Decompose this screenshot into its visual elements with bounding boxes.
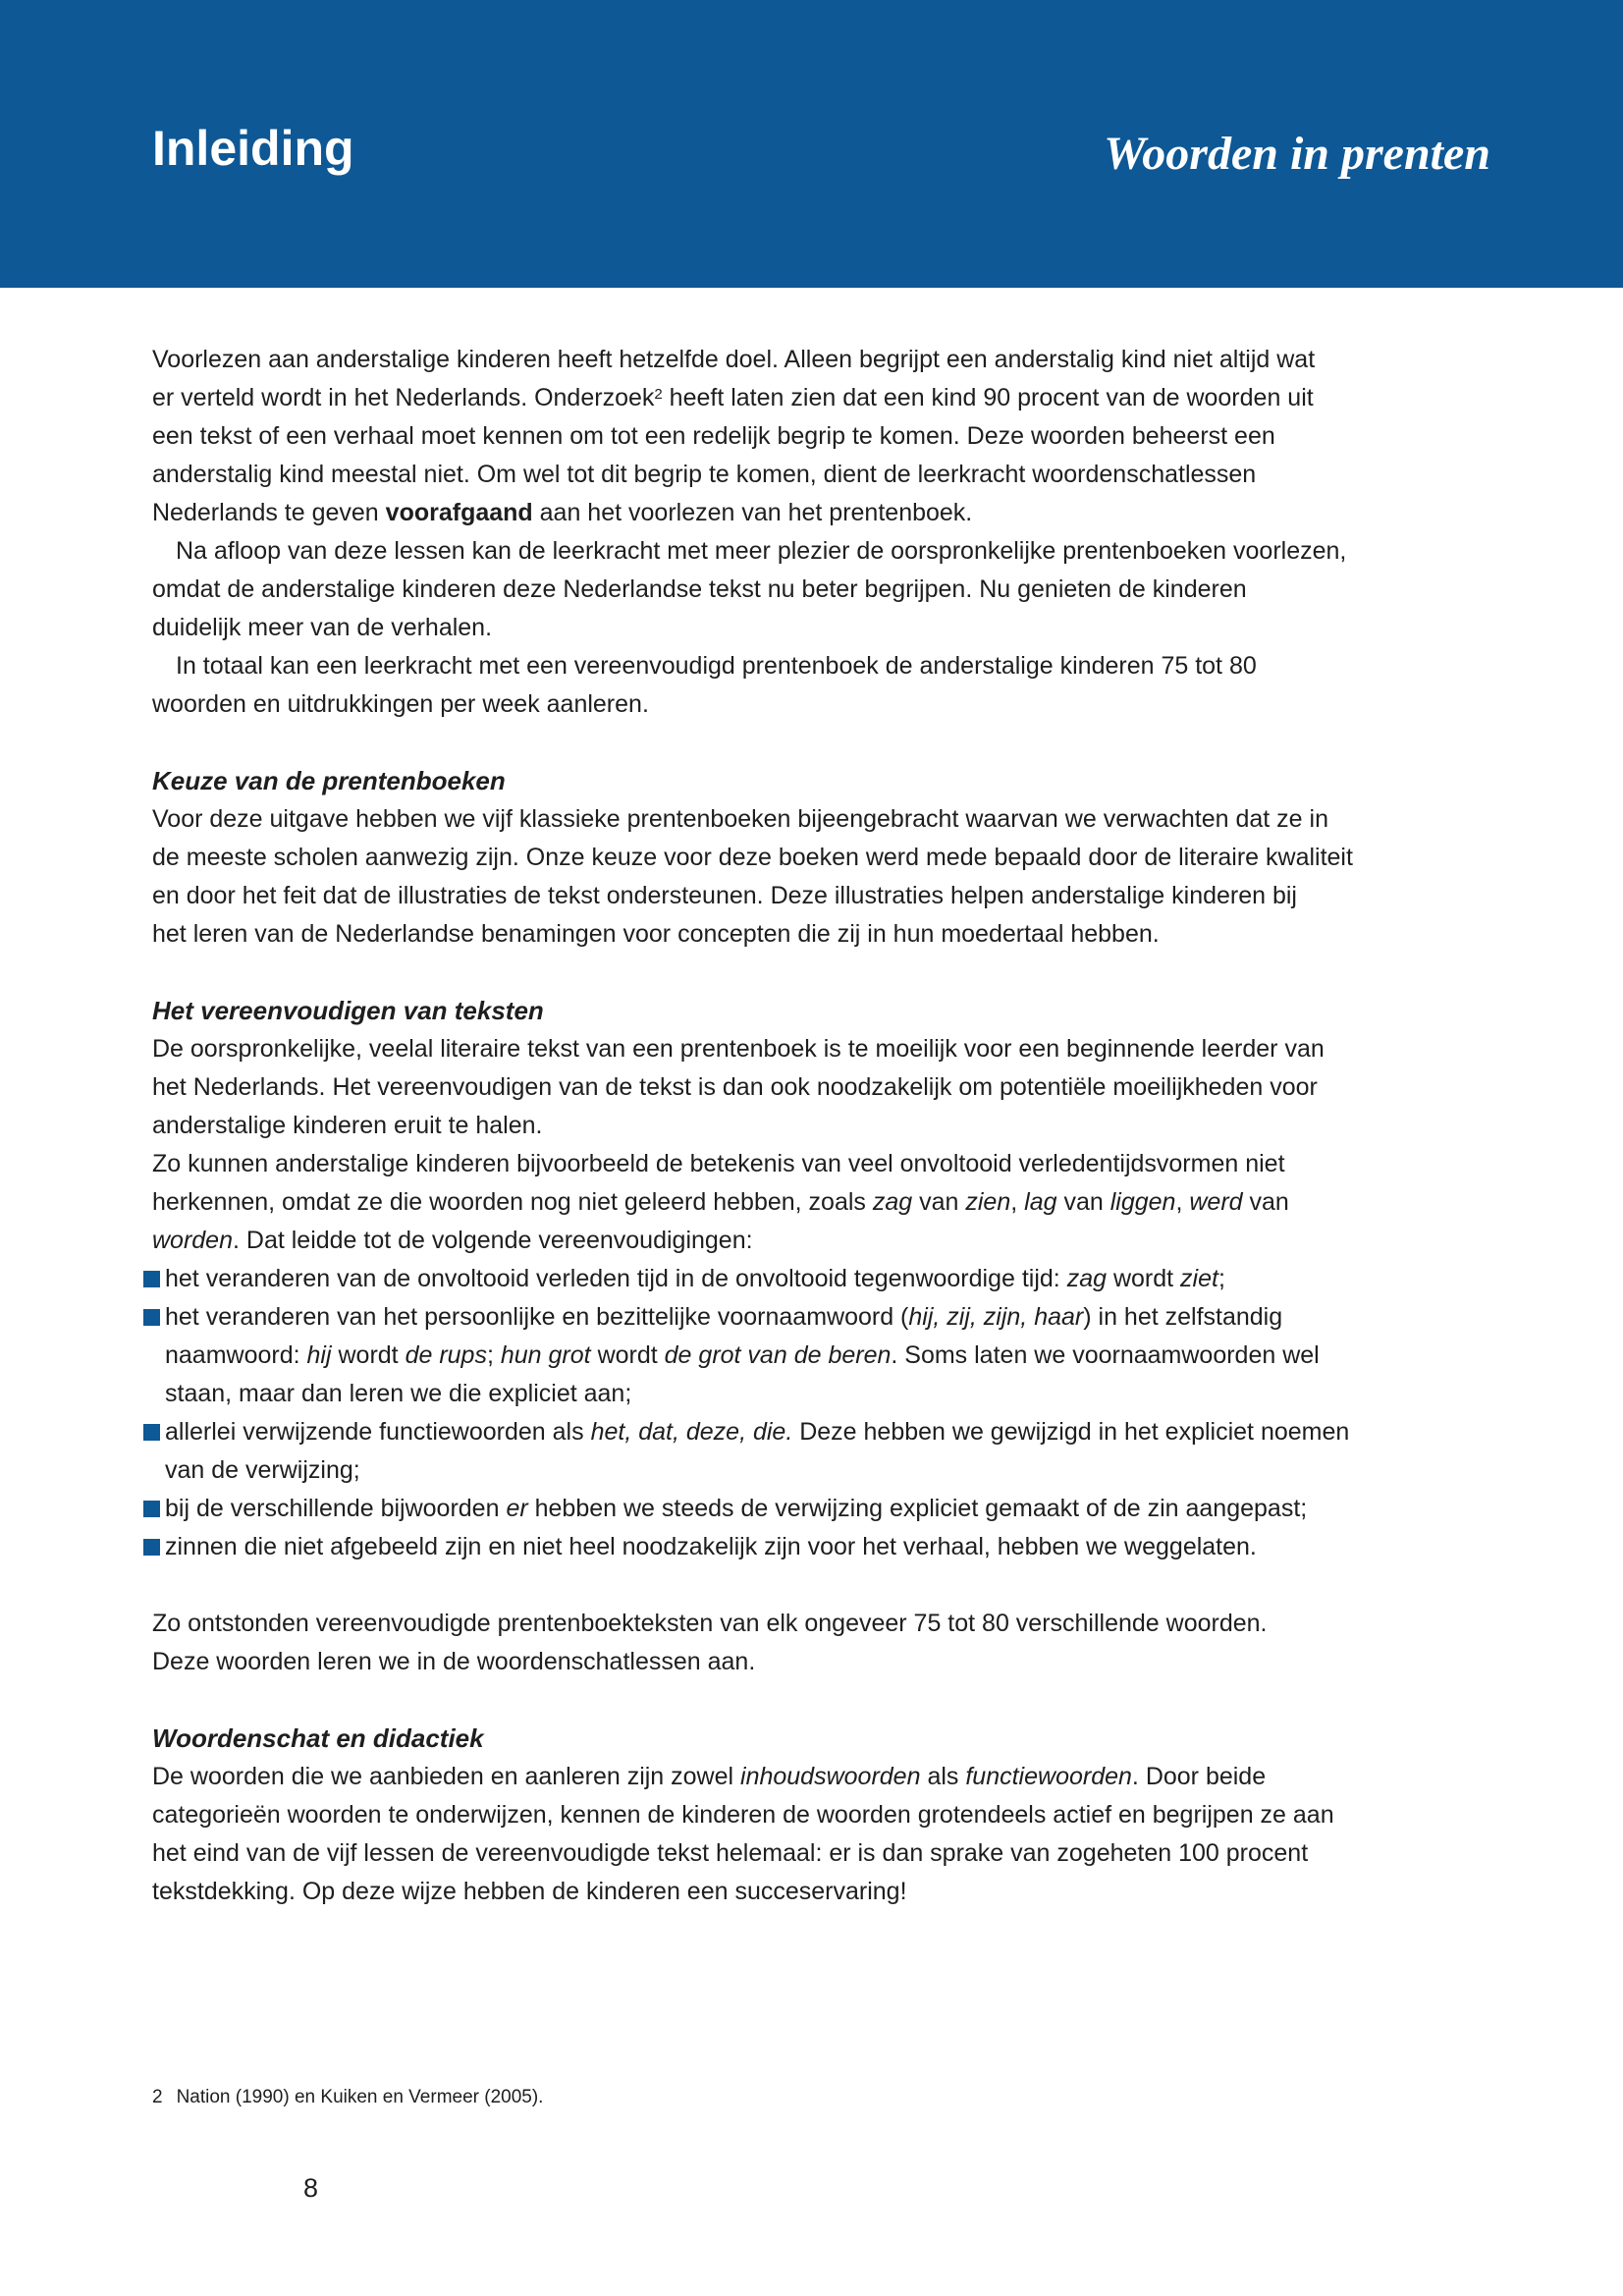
text-run: van: [1056, 1188, 1110, 1216]
text-run: De woorden die we aanbieden en aanleren zijn zowel: [152, 1763, 741, 1790]
text-run: en door het feit dat de illustraties de tekst ondersteunen. Deze illustraties helpen anderstalige kinderen bij: [152, 882, 1297, 909]
text-run: het eind van de vijf lessen de vereenvoudigde tekst helemaal: er is dan sprake van zogeheten 100 procent: [152, 1839, 1309, 1867]
text-run: bij de verschillende bijwoorden: [165, 1495, 507, 1522]
text-run: Nederlands te geven: [152, 499, 386, 526]
text-run: heeft laten zien dat een kind 90 procent van de woorden uit: [662, 384, 1314, 411]
header-band: [0, 0, 1623, 288]
italic-text: zien: [965, 1188, 1011, 1216]
bullet-text: [165, 1528, 1257, 1566]
text-run: omdat de anderstalige kinderen deze Nederlandse tekst nu beter begrijpen. Nu genieten de kinderen: [152, 575, 1247, 603]
text-run: categorieën woorden te onderwijzen, kennen de kinderen de woorden grotendeels actief en begrijpen ze aan: [152, 1801, 1334, 1829]
section-heading-vereenvoudigen: Het vereenvoudigen van teksten: [152, 996, 544, 1025]
text-run: duidelijk meer van de verhalen.: [152, 614, 493, 641]
paragraph-keuze-1: [152, 800, 1512, 954]
text-run: Na afloop van deze lessen kan de leerkracht met meer plezier de oorspronkelijke prentenboeken voorlezen,: [176, 537, 1347, 565]
text-run: ) in het zelfstandig: [1083, 1303, 1283, 1331]
bullet-list: [152, 1260, 1512, 1566]
paragraph-intro-1: [152, 341, 1512, 532]
italic-text: liggen: [1109, 1188, 1176, 1216]
bold-text: voorafgaand: [385, 499, 533, 526]
text-run: staan, maar dan leren we die expliciet aan;: [165, 1380, 632, 1407]
italic-text: ziet: [1180, 1265, 1218, 1292]
italic-text: hun grot: [500, 1341, 591, 1369]
text-run: In totaal kan een leerkracht met een vereenvoudigd prentenboek de anderstalige kinderen 75 tot 80: [176, 652, 1257, 680]
italic-text: er: [506, 1495, 528, 1522]
page-content: [152, 341, 1512, 1911]
text-run: Deze woorden leren we in de woordenschatlessen aan.: [152, 1648, 756, 1675]
bullet-text: [165, 1260, 1225, 1298]
bullet-square-icon: [143, 1309, 160, 1326]
footnote-number: 2: [152, 2087, 163, 2107]
italic-text: zag: [872, 1188, 913, 1216]
italic-text: de rups: [405, 1341, 487, 1369]
text-run: ,: [1010, 1188, 1025, 1216]
bullet-square-icon: [143, 1539, 160, 1556]
bullet-text: [165, 1490, 1307, 1528]
italic-text: worden: [152, 1227, 233, 1254]
section-heading-woordenschat: Woordenschat en didactiek: [152, 1723, 484, 1753]
text-run: tekstdekking. Op deze wijze hebben de kinderen een succeservaring!: [152, 1878, 907, 1905]
text-run: het veranderen van de onvoltooid verleden tijd in de onvoltooid tegenwoordige tijd:: [165, 1265, 1067, 1292]
italic-text: functiewoorden: [965, 1763, 1132, 1790]
page-number: 8: [303, 2173, 319, 2203]
paragraph-woordenschat-1: [152, 1758, 1512, 1911]
page-title: Inleiding: [152, 121, 354, 176]
bullet-text: [165, 1298, 1320, 1413]
bullet-square-icon: [143, 1271, 160, 1287]
bullet-square-icon: [143, 1424, 160, 1441]
text-run: het Nederlands. Het vereenvoudigen van de tekst is dan ook noodzakelijk om potentiële moeilijkheden voor: [152, 1073, 1318, 1101]
text-run: van: [1242, 1188, 1289, 1216]
text-run: het leren van de Nederlandse benamingen voor concepten die zij in hun moedertaal hebben.: [152, 920, 1160, 948]
italic-text: hij, zij, zijn, haar: [908, 1303, 1084, 1331]
text-run: het veranderen van het persoonlijke en bezittelijke voornaamwoord (: [165, 1303, 909, 1331]
bullet-item: [143, 1413, 1512, 1490]
bullet-item: [143, 1298, 1512, 1413]
bullet-text: [165, 1413, 1349, 1490]
section-heading-keuze: Keuze van de prentenboeken: [152, 766, 506, 795]
paragraph-intro-3: [152, 647, 1512, 724]
text-run: anderstalige kinderen eruit te halen.: [152, 1112, 543, 1139]
text-run: zinnen die niet afgebeeld zijn en niet heel noodzakelijk zijn voor het verhaal, hebben we weggelaten.: [165, 1533, 1257, 1560]
text-run: allerlei verwijzende functiewoorden als: [165, 1418, 591, 1446]
text-run: ;: [486, 1341, 501, 1369]
text-run: . Soms laten we voornaamwoorden wel: [891, 1341, 1320, 1369]
text-run: als: [920, 1763, 966, 1790]
text-run: woorden en uitdrukkingen per week aanleren.: [152, 690, 649, 718]
bullet-item: [143, 1528, 1512, 1566]
text-run: er verteld wordt in het Nederlands. Onderzoek: [152, 384, 655, 411]
text-run: een tekst of een verhaal moet kennen om tot een redelijk begrip te komen. Deze woorden beheerst een: [152, 422, 1275, 450]
italic-text: inhoudswoorden: [740, 1763, 921, 1790]
text-run: Zo kunnen anderstalige kinderen bijvoorbeeld de betekenis van veel onvoltooid verledentijdsvormen niet: [152, 1150, 1285, 1177]
text-run: wordt: [1107, 1265, 1181, 1292]
text-run: wordt: [590, 1341, 665, 1369]
paragraph-vereenvoudigen-1: [152, 1030, 1512, 1145]
bullet-item: [143, 1490, 1512, 1528]
bullet-item: [143, 1260, 1512, 1298]
italic-text: lag: [1024, 1188, 1057, 1216]
bullet-square-icon: [143, 1501, 160, 1517]
text-run: ;: [1217, 1265, 1225, 1292]
text-run: . Dat leidde tot de volgende vereenvoudigingen:: [233, 1227, 753, 1254]
text-run: Deze hebben we gewijzigd in het expliciet noemen: [792, 1418, 1350, 1446]
text-run: aan het voorlezen van het prentenboek.: [532, 499, 973, 526]
text-run: ,: [1175, 1188, 1190, 1216]
footnote-text: Nation (1990) en Kuiken en Vermeer (2005).: [176, 2087, 544, 2107]
italic-text: hij: [306, 1341, 332, 1369]
text-run: naamwoord:: [165, 1341, 307, 1369]
page-subtitle: Woorden in prenten: [1104, 128, 1490, 180]
text-run: anderstalig kind meestal niet. Om wel tot dit begrip te komen, dient de leerkracht woordenschatlessen: [152, 461, 1257, 488]
text-run: wordt: [331, 1341, 406, 1369]
text-run: de meeste scholen aanwezig zijn. Onze keuze voor deze boeken werd mede bepaald door de literaire kwaliteit: [152, 844, 1353, 871]
text-run: Voor deze uitgave hebben we vijf klassieke prentenboeken bijeengebracht waarvan we verwachten dat ze in: [152, 805, 1328, 833]
italic-text: het, dat, deze, die.: [590, 1418, 793, 1446]
italic-text: zag: [1066, 1265, 1108, 1292]
text-run: herkennen, omdat ze die woorden nog niet geleerd hebben, zoals: [152, 1188, 873, 1216]
text-run: van: [912, 1188, 966, 1216]
paragraph-intro-2: [152, 532, 1512, 647]
paragraph-resultaat: [152, 1605, 1512, 1681]
footnote: [152, 2084, 543, 2111]
text-run: van de verwijzing;: [165, 1456, 360, 1484]
text-run: De oorspronkelijke, veelal literaire tekst van een prentenboek is te moeilijk voor een beginnende leerder van: [152, 1035, 1325, 1063]
paragraph-vereenvoudigen-2: [152, 1145, 1512, 1260]
footnote-reference: 2: [654, 386, 663, 404]
text-run: . Door beide: [1131, 1763, 1267, 1790]
text-run: hebben we steeds de verwijzing expliciet gemaakt of de zin aangepast;: [527, 1495, 1308, 1522]
italic-text: de grot van de beren: [664, 1341, 892, 1369]
italic-text: werd: [1189, 1188, 1243, 1216]
text-run: Zo ontstonden vereenvoudigde prentenboekteksten van elk ongeveer 75 tot 80 verschillende woorden.: [152, 1610, 1268, 1637]
text-run: Voorlezen aan anderstalige kinderen heeft hetzelfde doel. Alleen begrijpt een anderstalig kind niet altijd wat: [152, 346, 1316, 373]
